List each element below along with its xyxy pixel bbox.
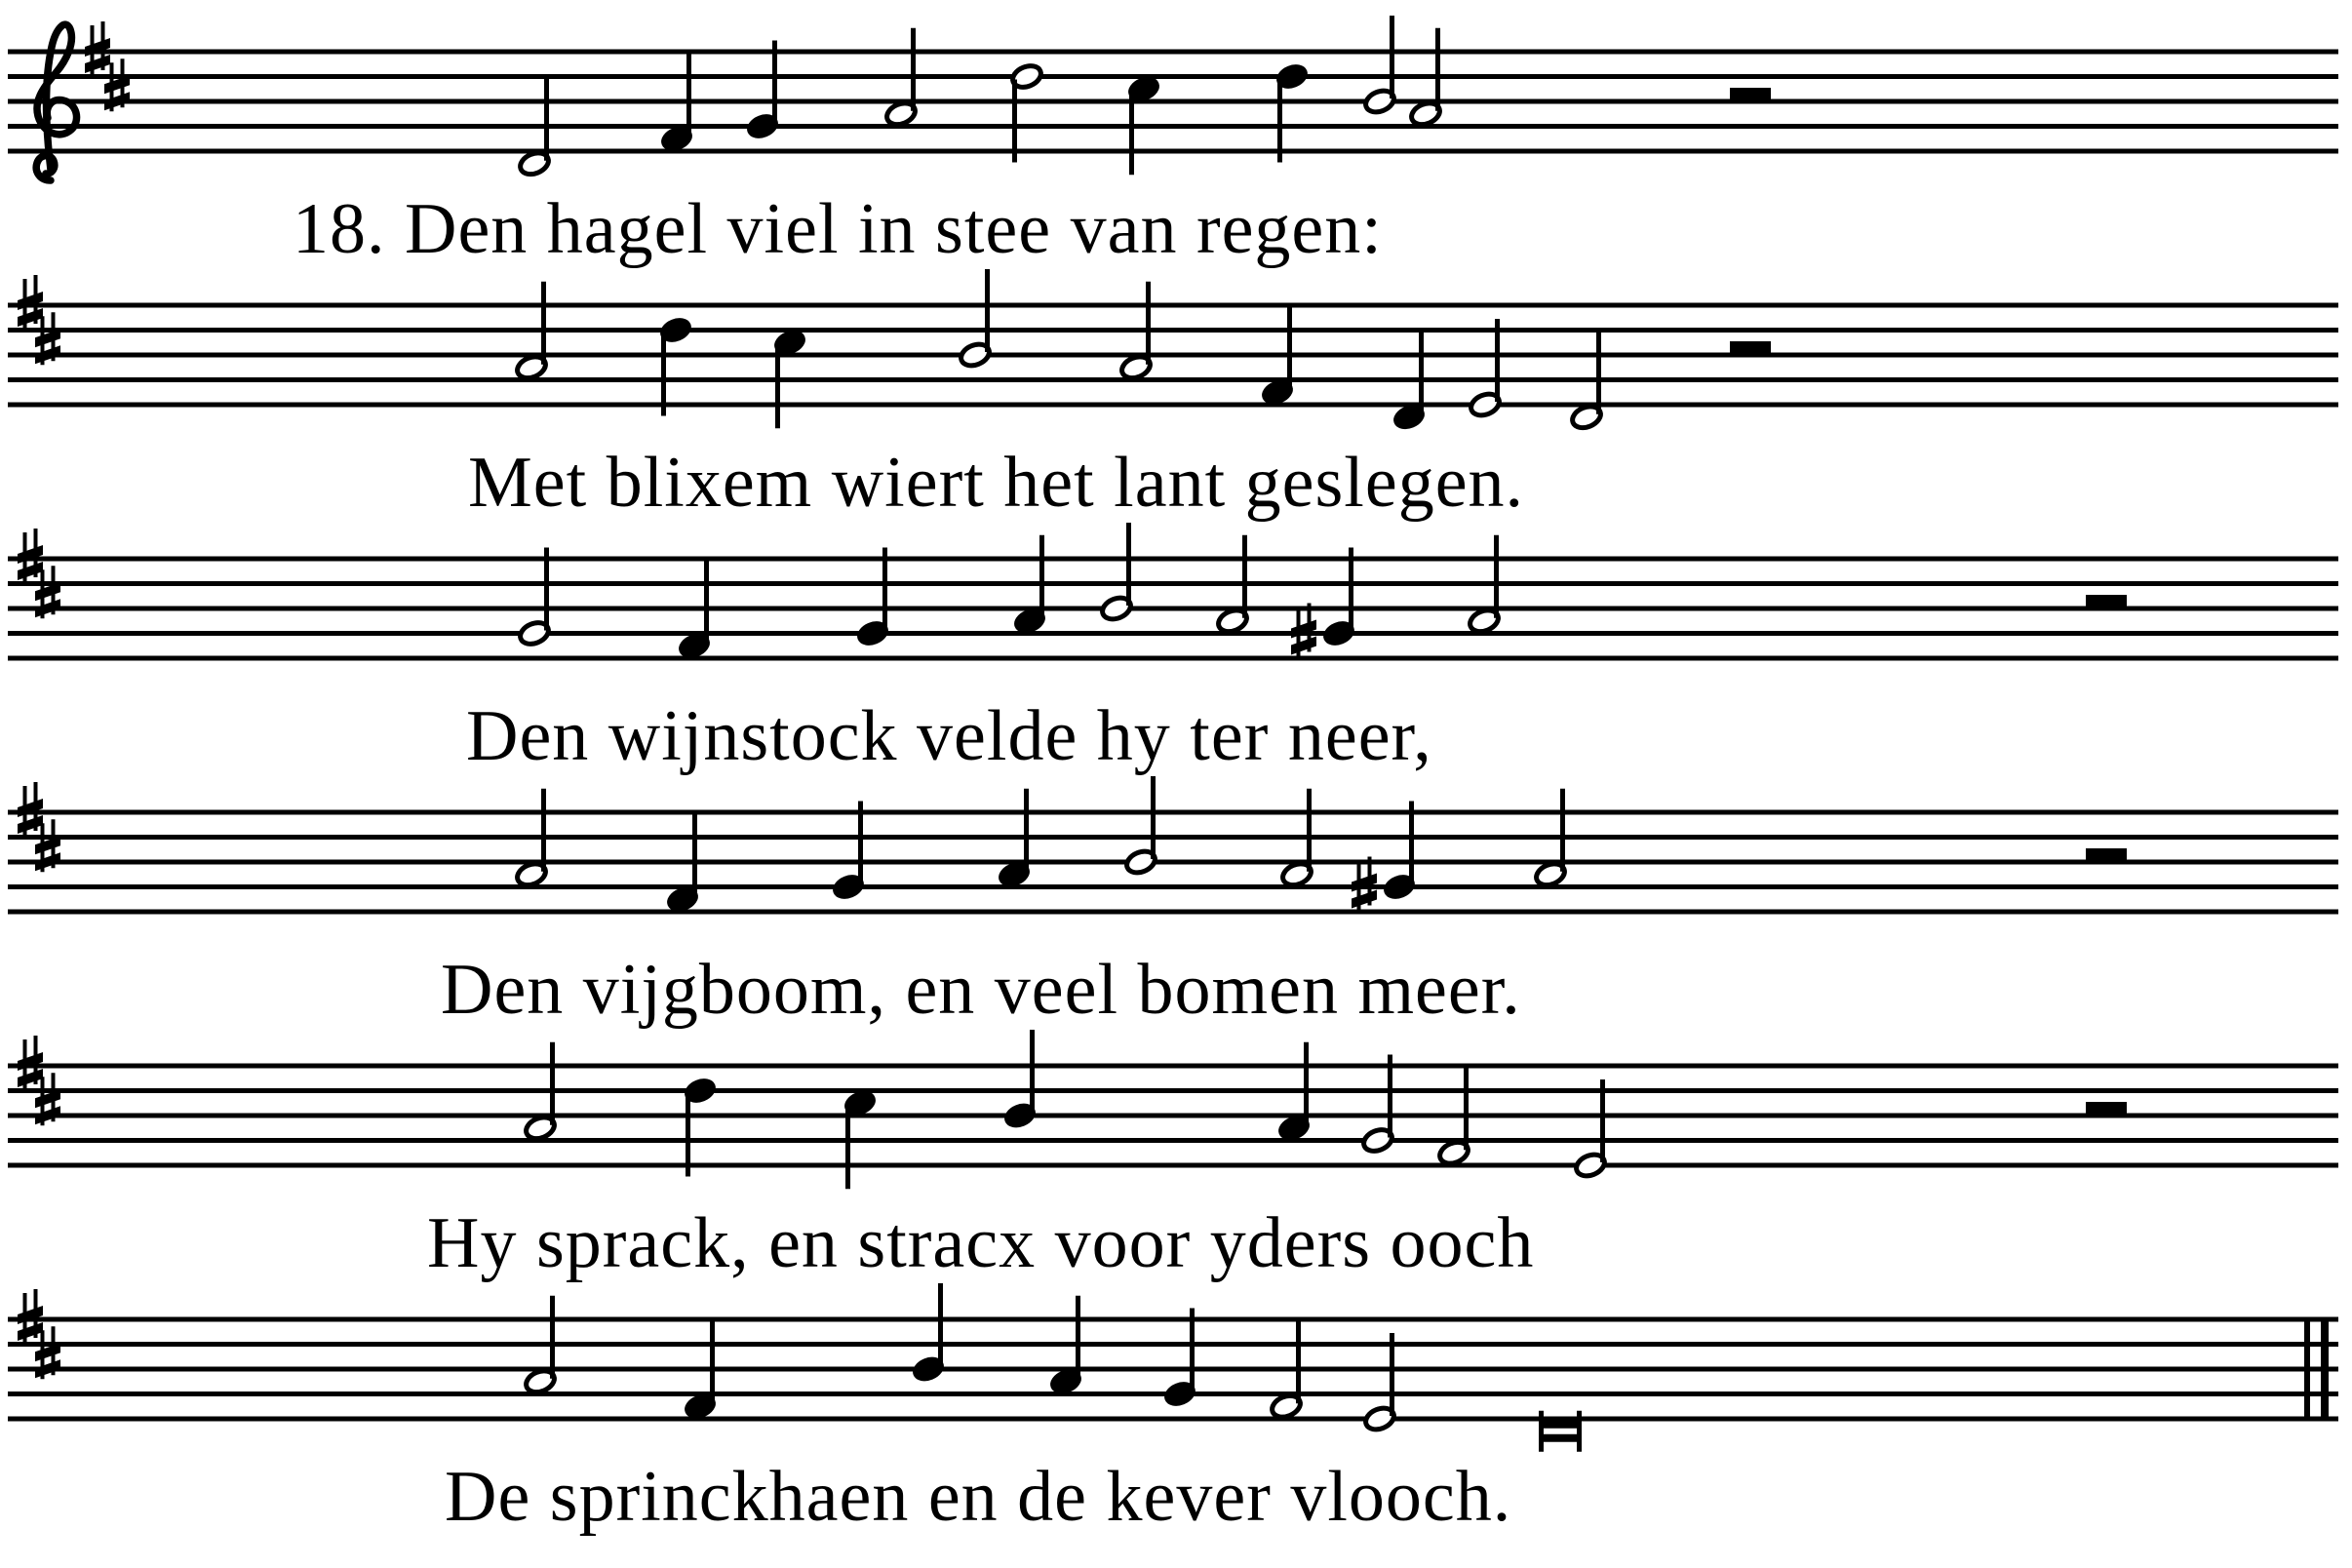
key-signature-sharp-icon [18,562,43,580]
lyric-line-1: 18. Den hagel viel in stee van regen: [293,189,1383,269]
half-rest [2086,848,2127,862]
key-signature-sharp-icon [35,1106,60,1124]
key-signature-sharp-icon [35,852,60,871]
final-barline [2304,1317,2310,1421]
key-signature-sharp-icon [18,1069,43,1087]
accidental-sharp-icon [1291,637,1316,655]
accidental-sharp-icon [1352,890,1377,909]
key-signature-sharp-icon [18,815,43,834]
final-barline [2321,1317,2329,1421]
half-rest [2086,595,2127,608]
lyric-line-4: Den vijgboom, en veel bomen meer. [441,950,1521,1030]
key-signature-sharp-icon [18,1322,43,1341]
key-signature-sharp-icon [85,55,110,73]
breve-note [1577,1411,1582,1452]
key-signature-sharp-icon [35,345,60,364]
key-signature-sharp-icon [18,308,43,327]
lyric-line-5: Hy sprack, en stracx voor yders ooch [427,1203,1535,1283]
half-rest [1730,341,1771,355]
breve-note [1539,1421,1582,1429]
breve-note [1539,1411,1544,1452]
half-rest [2086,1102,2127,1116]
half-rest [1730,88,1771,101]
key-signature-sharp-icon [35,599,60,617]
breve-note [1539,1434,1582,1442]
key-signature-sharp-icon [35,1359,60,1378]
key-signature-sharp-icon [104,92,130,110]
lyric-line-2: Met blixem wiert het lant geslegen. [468,443,1525,523]
lyric-line-6: De sprinckhaen en de kever vlooch. [445,1457,1512,1537]
lyric-line-3: Den wijnstock velde hy ter neer, [466,696,1432,776]
